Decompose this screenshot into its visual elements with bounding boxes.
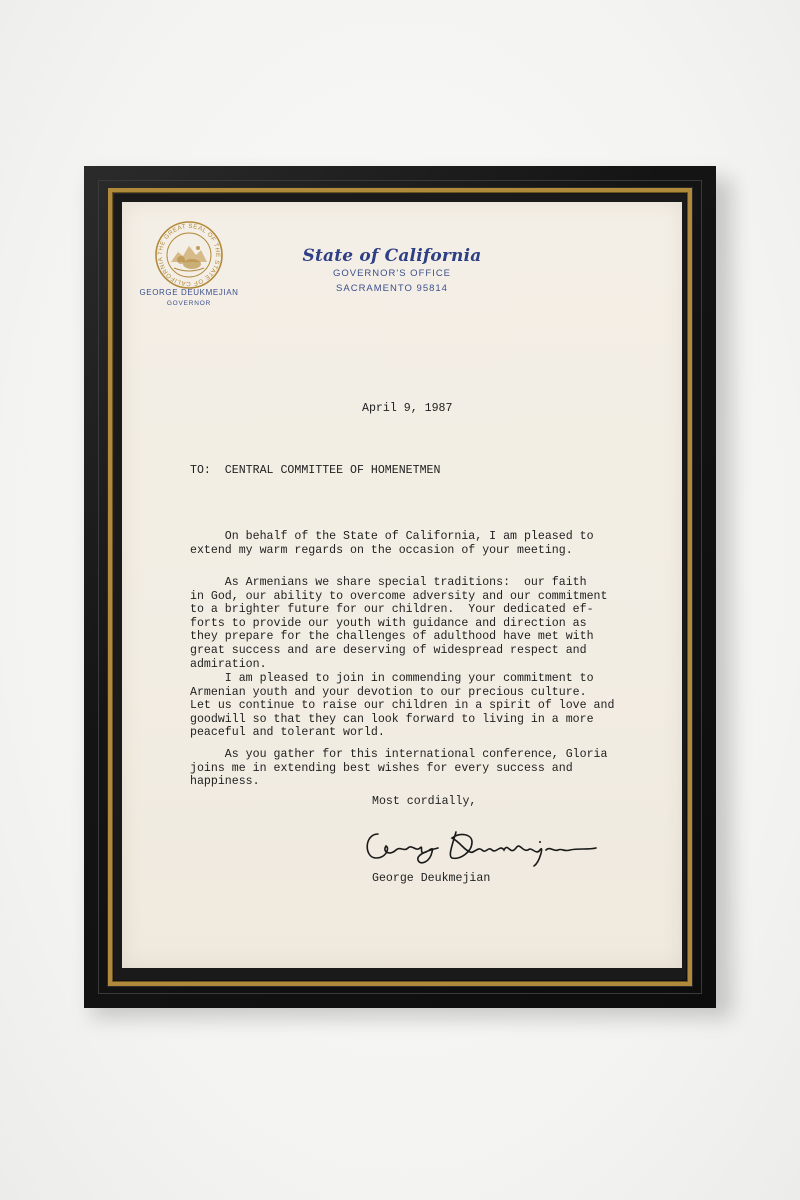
governor-name: GEORGE DEUKMEJIAN <box>139 288 239 297</box>
handwritten-signature <box>360 822 610 870</box>
governor-title: GOVERNOR <box>166 300 212 307</box>
picture-frame <box>84 166 716 1008</box>
seal-text: THE GREAT SEAL OF THE STATE OF CALIFORNIA <box>156 222 222 288</box>
letter-recipient: TO: CENTRAL COMMITTEE OF HOMENETMEN <box>190 464 441 477</box>
letter-date: April 9, 1987 <box>362 402 453 415</box>
letter-closing: Most cordially, <box>372 795 477 808</box>
letterhead-state: State of California <box>302 246 482 266</box>
letter-paragraph-2: As Armenians we share special traditions: our faith in God, our ability to overcome adversity and our commitment to a brighter future for our children. Your dedicated ef- forts to provide our youth with guidance and direction as they prepare for the challenges of adulthood have met with great success and are deserving of widespread respect and admiration. <box>190 576 608 671</box>
letter-paragraph-4: As you gather for this international conference, Gloria joins me in extending best wishes for every success and happiness. <box>190 748 608 789</box>
signer-name: George Deukmejian <box>372 872 491 885</box>
letter-paper <box>122 202 682 968</box>
letterhead-office: GOVERNOR'S OFFICE <box>332 268 452 279</box>
state-seal-icon <box>154 220 224 290</box>
letter-paragraph-1: On behalf of the State of California, I am pleased to extend my warm regards on the occasion of your meeting. <box>190 530 594 557</box>
letter-paragraph-3: I am pleased to join in commending your commitment to Armenian youth and your devotion to our precious culture. Let us continue to raise our children in a spirit of love and goodwill so that they can look forward to living in a more peaceful and tolerant world. <box>190 672 615 740</box>
letterhead-city: SACRAMENTO 95814 <box>336 283 448 294</box>
